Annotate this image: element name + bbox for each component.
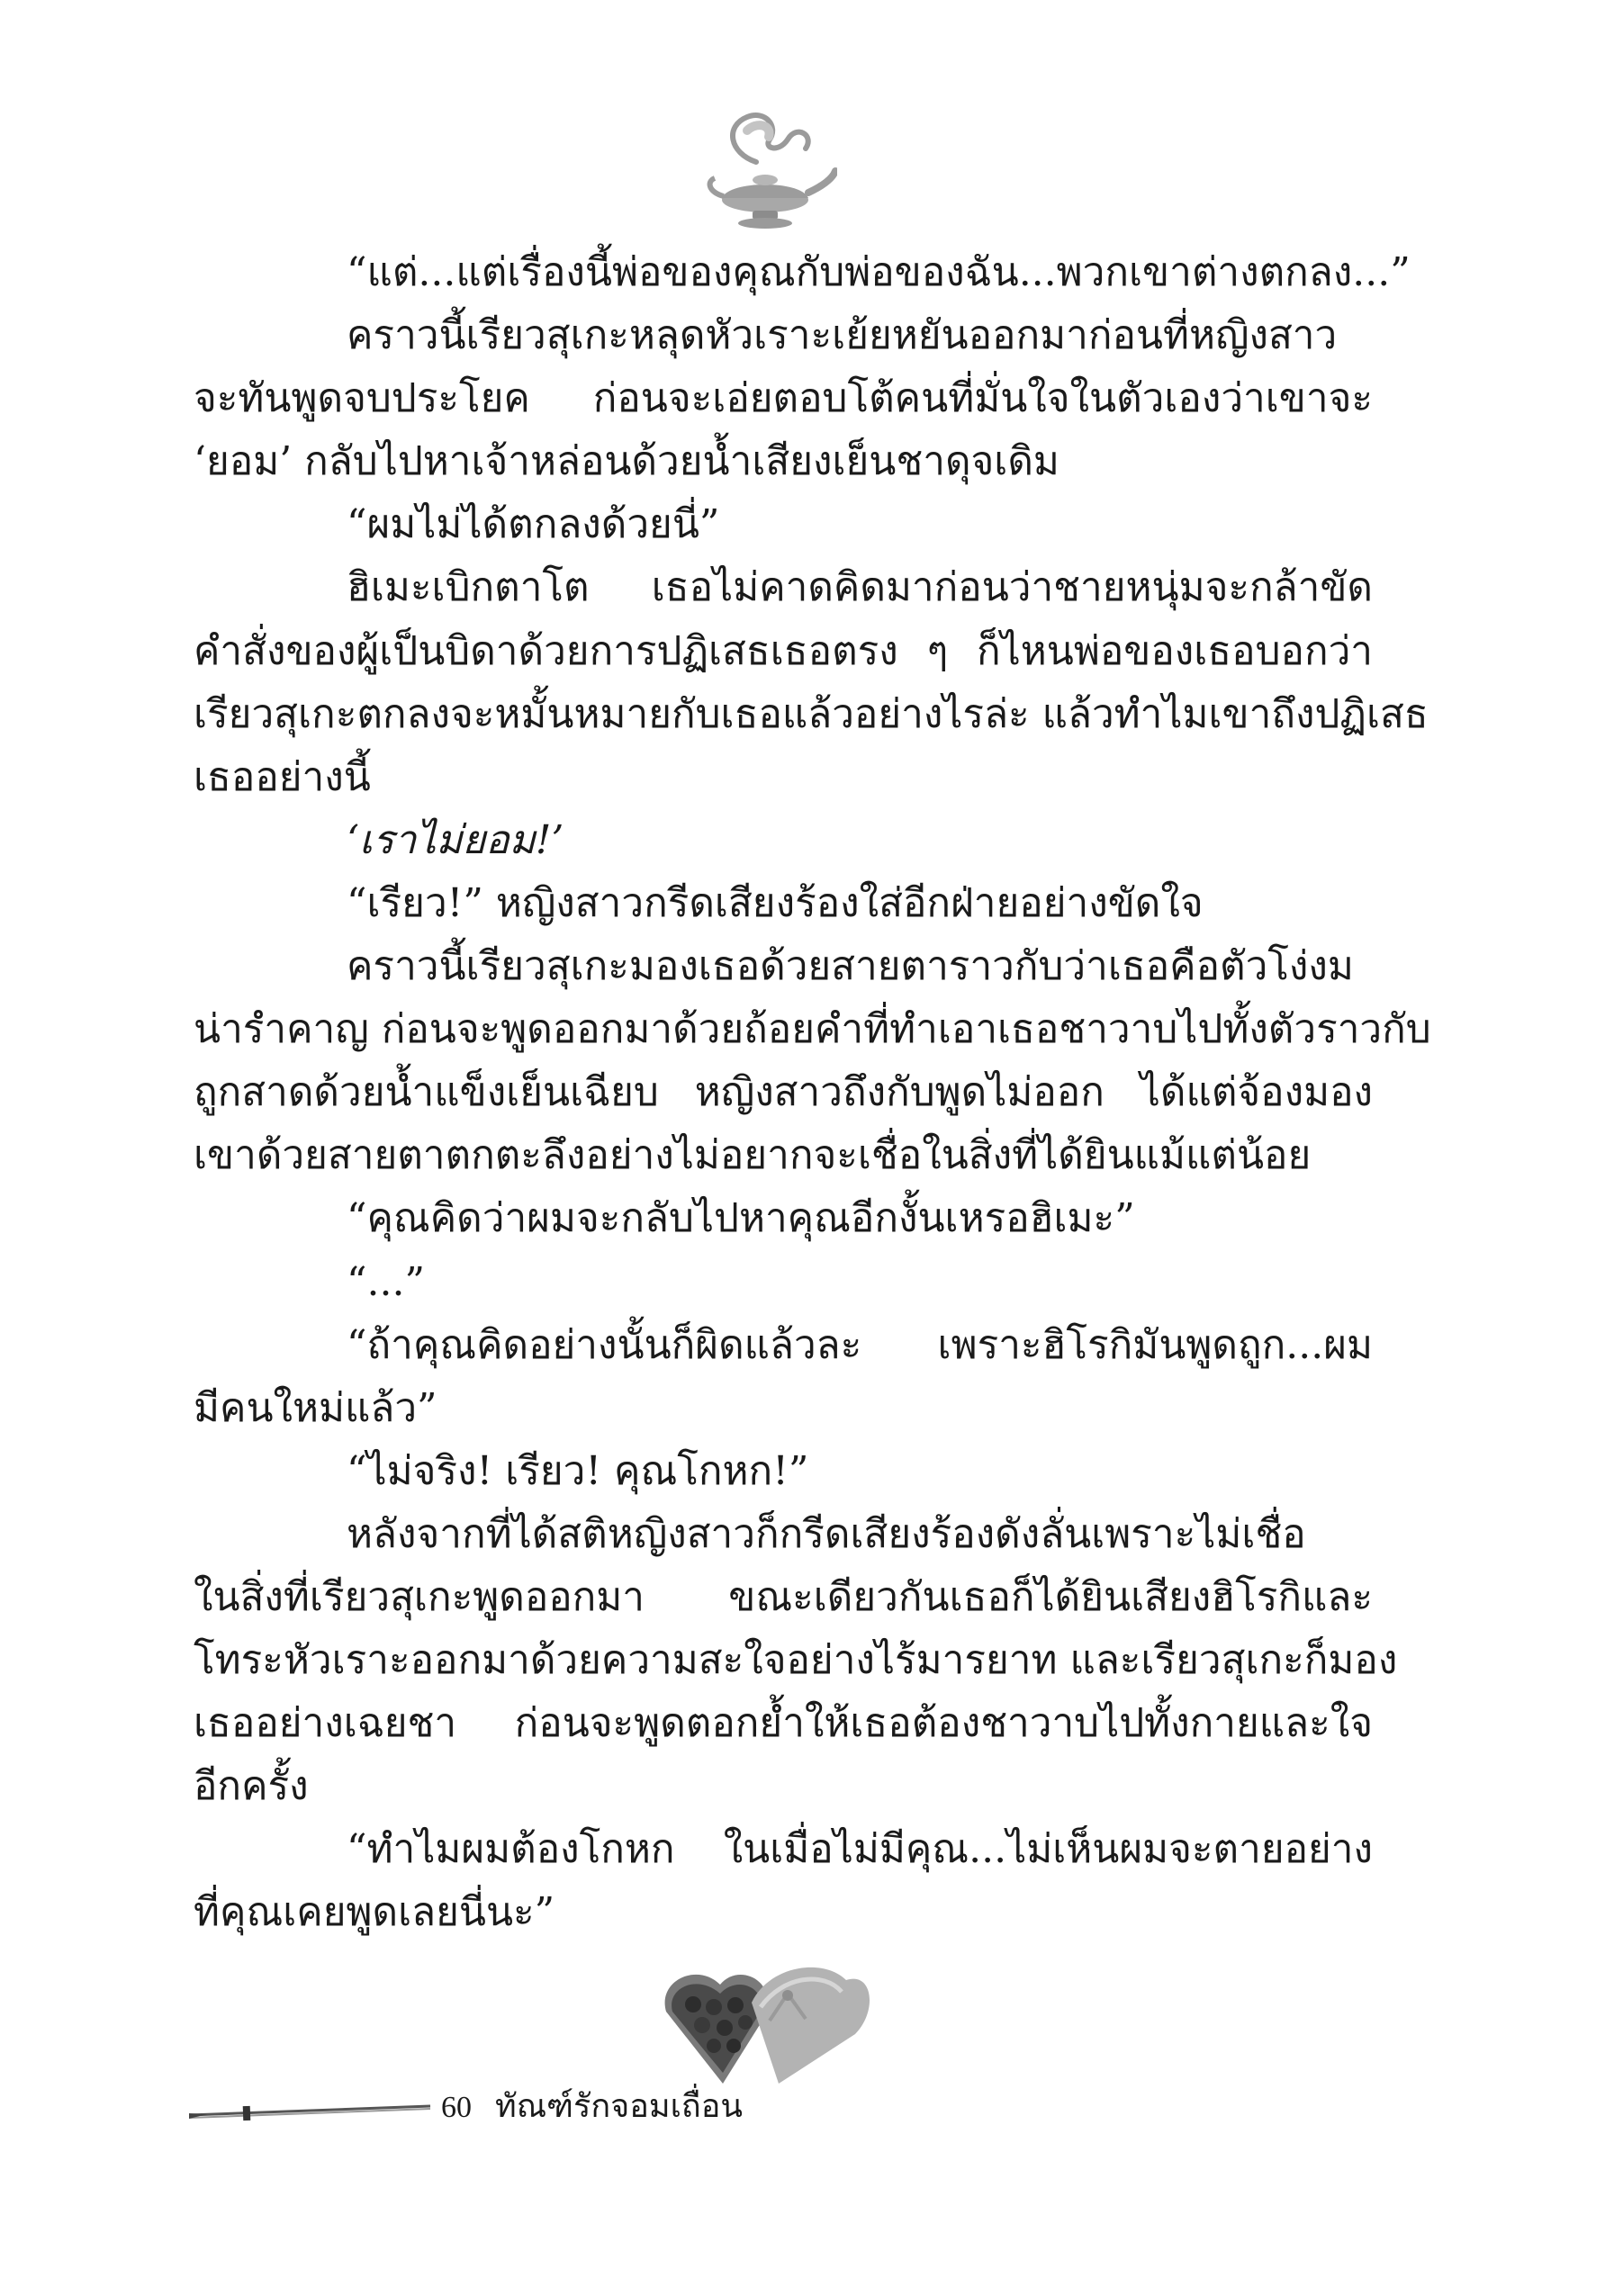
text-line: คราวนี้เรียวสุเกะหลุดหัวเราะเย้ยหยันออกมาก่อนที่หญิงสาว <box>347 312 1338 359</box>
text-line: ‘ยอม’ กลับไปหาเจ้าหล่อนด้วยน้ำเสียงเย็นชาดุจเดิม <box>194 438 1059 485</box>
sword-icon <box>189 2092 432 2128</box>
text-line: คำสั่งของผู้เป็นบิดาด้วยการปฏิเสธเธอตรง ๆ ก็ไหนพ่อของเธอบอกว่า <box>194 627 1373 674</box>
text-line: ที่คุณเคยพูดเลยนี่นะ” <box>194 1889 555 1936</box>
text-line: อีกครั้ง <box>194 1763 309 1810</box>
text-line: “...” <box>347 1258 425 1305</box>
page-number: 60 <box>441 2091 472 2124</box>
text-line: เธออย่างนี้ <box>194 753 371 800</box>
magic-lamp-icon <box>693 99 837 234</box>
text-line: จะทันพูดจบประโยค ก่อนจะเอ่ยตอบโต้คนที่มั่นใจในตัวเองว่าเขาจะ <box>194 375 1373 422</box>
text-line: มีคนใหม่แล้ว” <box>194 1384 437 1431</box>
text-line: เรียวสุเกะตกลงจะหมั้นหมายกับเธอแล้วอย่างไรล่ะ แล้วทำไมเขาถึงปฏิเสธ <box>194 690 1429 737</box>
text-line: หลังจากที่ได้สติหญิงสาวก็กรีดเสียงร้องดังลั่นเพราะไม่เชื่อ <box>347 1510 1306 1557</box>
text-line: “ผมไม่ได้ตกลงด้วยนี่” <box>347 501 720 548</box>
text-line: “แต่...แต่เรื่องนี้พ่อของคุณกับพ่อของฉัน...พวกเขาต่างตกลง...” <box>347 249 1411 295</box>
text-line: “คุณคิดว่าผมจะกลับไปหาคุณอีกงั้นเหรอฮิเมะ” <box>347 1195 1135 1242</box>
text-line: “ถ้าคุณคิดอย่างนั้นก็ผิดแล้วละ เพราะฮิโรกิมันพูดถูก...ผม <box>347 1321 1373 1368</box>
text-line: ‘เราไม่ยอม!’ <box>347 816 564 863</box>
page-footer <box>189 2084 819 2138</box>
text-line: โทระหัวเราะออกมาด้วยความสะใจอย่างไร้มารยาท และเรียวสุเกะก็มอง <box>194 1637 1398 1684</box>
text-line: “เรียว!” หญิงสาวกรีดเสียงร้องใส่อีกฝ่ายอย่างขัดใจ <box>347 879 1204 926</box>
text-line: ถูกสาดด้วยน้ำแข็งเย็นเฉียบ หญิงสาวถึงกับพูดไม่ออก ได้แต่จ้องมอง <box>194 1069 1373 1116</box>
text-line: คราวนี้เรียวสุเกะมองเธอด้วยสายตาราวกับว่าเธอคือตัวโง่งม <box>347 943 1354 990</box>
text-line: ในสิ่งที่เรียวสุเกะพูดออกมา ขณะเดียวกันเธอก็ได้ยินเสียงฮิโรกิและ <box>194 1573 1373 1620</box>
body-text <box>194 241 1431 1945</box>
text-line: เธออย่างเฉยชา ก่อนจะพูดตอกย้ำให้เธอต้องชาวาบไปทั้งกายและใจ <box>194 1700 1373 1747</box>
text-line: น่ารำคาญ ก่อนจะพูดออกมาด้วยถ้อยคำที่ทำเอาเธอชาวาบไปทั้งตัวราวกับ <box>194 1006 1431 1053</box>
text-line: “ไม่จริง! เรียว! คุณโกหก!” <box>347 1447 809 1494</box>
heart-chocolate-box-icon <box>653 1958 878 2093</box>
book-title: ทัณฑ์รักจอมเถื่อน <box>495 2088 743 2125</box>
text-line: “ทำไมผมต้องโกหก ในเมื่อไม่มีคุณ...ไม่เห็นผมจะตายอย่าง <box>347 1826 1373 1873</box>
text-line: ฮิเมะเบิกตาโต เธอไม่คาดคิดมาก่อนว่าชายหนุ่มจะกล้าขัด <box>347 564 1373 611</box>
text-line: เขาด้วยสายตาตกตะลึงอย่างไม่อยากจะเชื่อในสิ่งที่ได้ยินแม้แต่น้อย <box>194 1132 1312 1179</box>
